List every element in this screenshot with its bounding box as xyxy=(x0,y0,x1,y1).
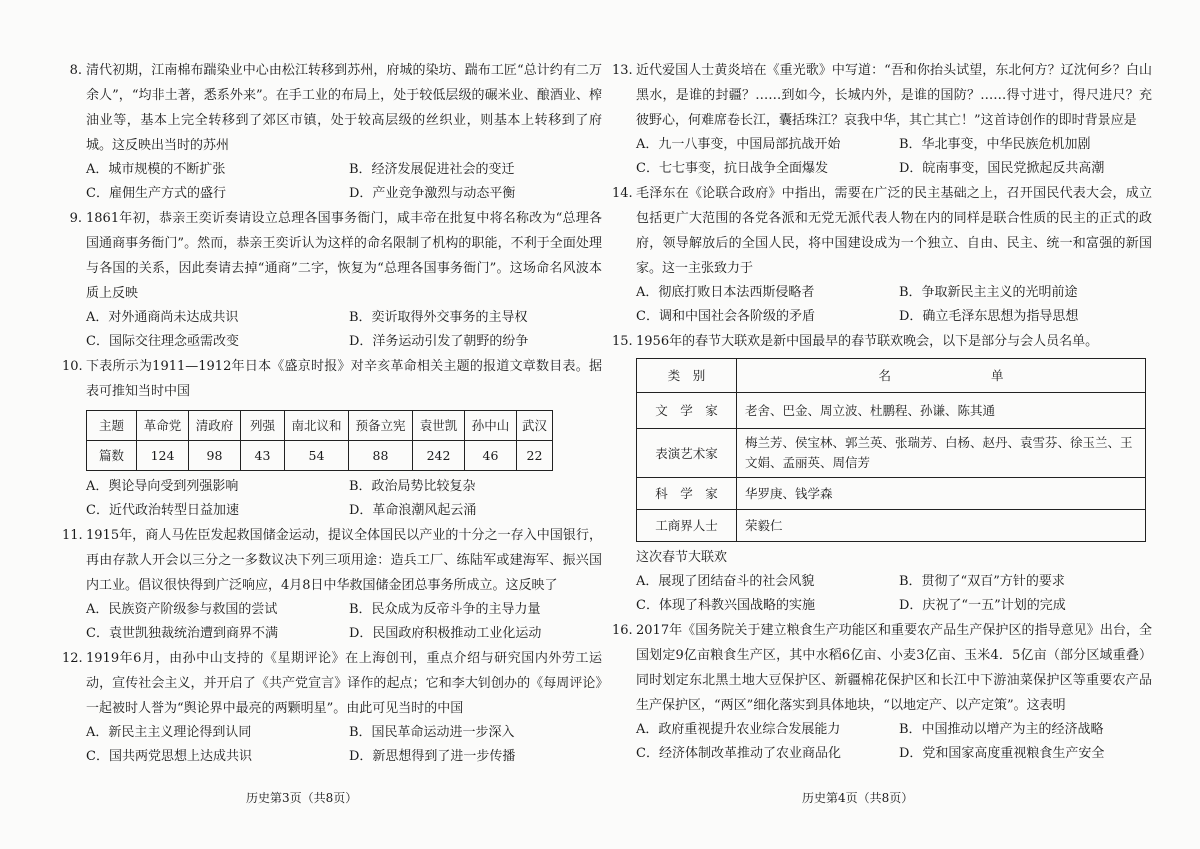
option-a: A．展现了团结奋斗的社会风貌 xyxy=(636,574,815,589)
left-column xyxy=(62,58,602,769)
question-8 xyxy=(62,58,602,206)
table-cell: 242 xyxy=(413,441,465,471)
option-c: C．经济体制改革推动了农业商品化 xyxy=(636,746,841,761)
options xyxy=(86,158,602,206)
table-cell: 43 xyxy=(241,441,285,471)
table-cell: 革命党 xyxy=(137,411,189,441)
option-c: C．七七事变，抗日战争全面爆发 xyxy=(636,161,828,176)
question-14 xyxy=(612,181,1152,329)
option-c: C．国共两党思想上达成共识 xyxy=(86,749,252,764)
options xyxy=(636,133,1152,181)
question-13 xyxy=(612,58,1152,181)
table-cell: 武汉 xyxy=(517,411,553,441)
options xyxy=(86,306,602,354)
table-cell: 98 xyxy=(189,441,241,471)
option-c: C．袁世凯独裁统治遭到商界不满 xyxy=(86,626,278,641)
option-b: B．争取新民主主义的光明前途 xyxy=(899,285,1078,300)
table-cell: 列强 xyxy=(241,411,285,441)
table-cell: 老舍、巴金、周立波、杜鹏程、孙谦、陈其通 xyxy=(737,393,1146,429)
table-cell: 科 学 家 xyxy=(637,478,737,510)
options xyxy=(86,721,602,769)
table-cell: 荣毅仁 xyxy=(737,510,1146,542)
option-a: A．九一八事变，中国局部抗战开始 xyxy=(636,137,841,152)
question-number: 14. xyxy=(612,186,633,201)
question-stem: 2017年《国务院关于建立粮食生产功能区和重要农产品生产保护区的指导意见》出台，全国划定9亿亩粮食生产区，其中水稻6亿亩、小麦3亿亩、玉米4．5亿亩（部分区域重叠）同时划定东北黑土地大豆保护区、新疆棉花保护区和长江中下游油菜保护区等重要农产品生产保护区，“两区”细化落实到具体地块，“以地定产、以产定策”。这表明 xyxy=(636,623,1152,713)
question-stem: 1861年初，恭亲王奕䜣奏请设立总理各国事务衙门，咸丰帝在批复中将名称改为“总理各国通商事务衙门”。然而，恭亲王奕䜣认为这样的命名限制了机构的职能，不利于全面处理与各国的关系，因此奏请去掉“通商”二字，恢复为“总理各国事务衙门”。这场命名风波本质上反映 xyxy=(86,211,602,301)
table-header-row xyxy=(637,359,1146,393)
question-16 xyxy=(612,618,1152,766)
question-number: 16. xyxy=(612,623,633,638)
table-row xyxy=(87,411,553,441)
option-b: B．中国推动以增产为主的经济战略 xyxy=(899,722,1104,737)
question-stem: 毛泽东在《论联合政府》中指出，需要在广泛的民主基础之上，召开国民代表大会，成立包括更广大范围的各党各派和无党无派代表人物在内的同样是联合性质的民主的正式的政府，领导解放后的全国人民，将中国建设成为一个独立、自由、民主、统一和富强的新国家。这一主张致力于 xyxy=(636,186,1152,276)
question-number: 12. xyxy=(62,651,83,666)
question-number: 13. xyxy=(612,63,633,78)
option-b: B．民众成为反帝斗争的主导力量 xyxy=(349,602,541,617)
question-number: 9. xyxy=(69,211,82,226)
question-number: 8. xyxy=(69,63,82,78)
option-a: A．民族资产阶级参与救国的尝试 xyxy=(86,602,278,617)
table-cell: 文 学 家 xyxy=(637,393,737,429)
table-cell: 华罗庚、钱学森 xyxy=(737,478,1146,510)
table-cell: 预备立宪 xyxy=(349,411,413,441)
question-number: 10. xyxy=(62,359,83,374)
table-cell: 124 xyxy=(137,441,189,471)
option-b: B．国民革命运动进一步深入 xyxy=(349,725,515,740)
table-cell: 88 xyxy=(349,441,413,471)
report-count-table xyxy=(86,410,553,471)
question-number: 11. xyxy=(62,528,83,543)
page-footer-left: 历史第3页（共8页） xyxy=(246,791,358,805)
option-a: A．彻底打败日本法西斯侵略者 xyxy=(636,285,815,300)
option-c: C．调和中国社会各阶级的矛盾 xyxy=(636,309,815,324)
question-continuation: 这次春节大联欢 xyxy=(636,550,728,565)
table-cell: 梅兰芳、侯宝林、郭兰英、张瑞芳、白杨、赵丹、袁雪芬、徐玉兰、王文娟、孟丽英、周信芳 xyxy=(737,429,1146,478)
option-b: B．奕䜣取得外交事务的主导权 xyxy=(349,310,528,325)
table-cell: 22 xyxy=(517,441,553,471)
table-row xyxy=(637,429,1146,478)
option-c: C．近代政治转型日益加速 xyxy=(86,503,239,518)
option-d: D．民国政府积极推动工业化运动 xyxy=(349,626,542,641)
option-d: D．庆祝了“一五”计划的完成 xyxy=(899,598,1066,613)
question-11 xyxy=(62,523,602,646)
option-d: D．皖南事变，国民党掀起反共高潮 xyxy=(899,161,1105,176)
option-d: D．确立毛泽东思想为指导思想 xyxy=(899,309,1079,324)
option-b: B．经济发展促进社会的变迁 xyxy=(349,162,515,177)
question-10 xyxy=(62,354,602,523)
option-a: A．政府重视提升农业综合发展能力 xyxy=(636,722,841,737)
question-number: 15. xyxy=(612,334,633,349)
table-cell: 南北议和 xyxy=(285,411,349,441)
column-header: 名 单 xyxy=(737,359,1146,393)
table-row xyxy=(637,393,1146,429)
table-cell: 表演艺术家 xyxy=(637,429,737,478)
option-b: B．贯彻了“双百”方针的要求 xyxy=(899,574,1065,589)
row-header: 篇数 xyxy=(87,441,137,471)
options xyxy=(636,570,1152,618)
option-c: C．体现了科教兴国战略的实施 xyxy=(636,598,815,613)
attendee-table xyxy=(636,358,1146,542)
option-d: D．新思想得到了进一步传播 xyxy=(349,749,516,764)
option-a: A．舆论导向受到列强影响 xyxy=(86,479,239,494)
option-d: D．洋务运动引发了朝野的纷争 xyxy=(349,334,529,349)
right-column xyxy=(612,58,1152,766)
option-a: A．城市规模的不断扩张 xyxy=(86,162,226,177)
page-footer-right: 历史第4页（共8页） xyxy=(802,791,914,805)
table-cell: 清政府 xyxy=(189,411,241,441)
question-stem: 1919年6月，由孙中山支持的《星期评论》在上海创刊，重点介绍与研究国内外劳工运动，宣传社会主义，并开启了《共产党宣言》译作的起点；它和李大钊创办的《每周评论》一起被时人誉为“舆论界中最亮的两颗明星”。由此可见当时的中国 xyxy=(86,651,602,716)
option-d: D．革命浪潮风起云涌 xyxy=(349,503,477,518)
option-b: B．政治局势比较复杂 xyxy=(349,479,476,494)
table-cell: 袁世凯 xyxy=(413,411,465,441)
option-d: D．党和国家高度重视粮食生产安全 xyxy=(899,746,1105,761)
row-header: 主题 xyxy=(87,411,137,441)
question-stem: 下表所示为1911—1912年日本《盛京时报》对辛亥革命相关主题的报道文章数目表。据表可推知当时中国 xyxy=(86,359,602,399)
table-cell: 工商界人士 xyxy=(637,510,737,542)
table-row xyxy=(87,441,553,471)
question-12 xyxy=(62,646,602,769)
question-stem: 1956年的春节大联欢是新中国最早的春节联欢晚会，以下是部分与会人员名单。 xyxy=(636,334,1099,349)
options xyxy=(86,598,602,646)
question-stem: 清代初期，江南棉布踹染业中心由松江转移到苏州，府城的染坊、踹布工匠“总计约有二万余人”，“均非土著，悉系外来”。在手工业的布局上，处于较低层级的碾米业、酿酒业、榨油业等，基本上完全转移到了郊区市镇，处于较高层级的丝织业，则基本上转移到了府城。这反映出当时的苏州 xyxy=(86,63,602,153)
table-row xyxy=(637,478,1146,510)
option-a: A．新民主主义理论得到认同 xyxy=(86,725,252,740)
question-stem: 1915年，商人马佐臣发起救国储金运动，提议全体国民以产业的十分之一存入中国银行，再由存款人开会以三分之一多数议决下列三项用途：造兵工厂、练陆军或建海军、振兴国内工业。倡议很快得到广泛响应，4月8日中华救国储金团总事务所成立。这反映了 xyxy=(86,528,602,593)
question-stem: 近代爱国人士黄炎培在《重光歌》中写道：“吾和你抬头试望，东北何方？辽沈何乡？白山黑水，是谁的封疆？……到如今，长城内外，是谁的国防？……得寸进寸，得尺进尺？充彼野心，何难席卷长江，囊括珠江？哀我中华，其亡其亡！”这首诗创作的即时背景应是 xyxy=(636,63,1152,128)
options xyxy=(86,475,602,523)
option-d: D．产业竞争激烈与动态平衡 xyxy=(349,186,516,201)
column-header: 类 别 xyxy=(637,359,737,393)
table-cell: 孙中山 xyxy=(465,411,517,441)
option-a: A．对外通商尚未达成共识 xyxy=(86,310,239,325)
option-b: B．华北事变，中华民族危机加剧 xyxy=(899,137,1091,152)
table-cell: 54 xyxy=(285,441,349,471)
table-row xyxy=(637,510,1146,542)
option-c: C．雇佣生产方式的盛行 xyxy=(86,186,226,201)
options xyxy=(636,281,1152,329)
options xyxy=(636,718,1152,766)
option-c: C．国际交往理念亟需改变 xyxy=(86,334,239,349)
table-cell: 46 xyxy=(465,441,517,471)
question-9 xyxy=(62,206,602,354)
question-15 xyxy=(612,329,1152,618)
